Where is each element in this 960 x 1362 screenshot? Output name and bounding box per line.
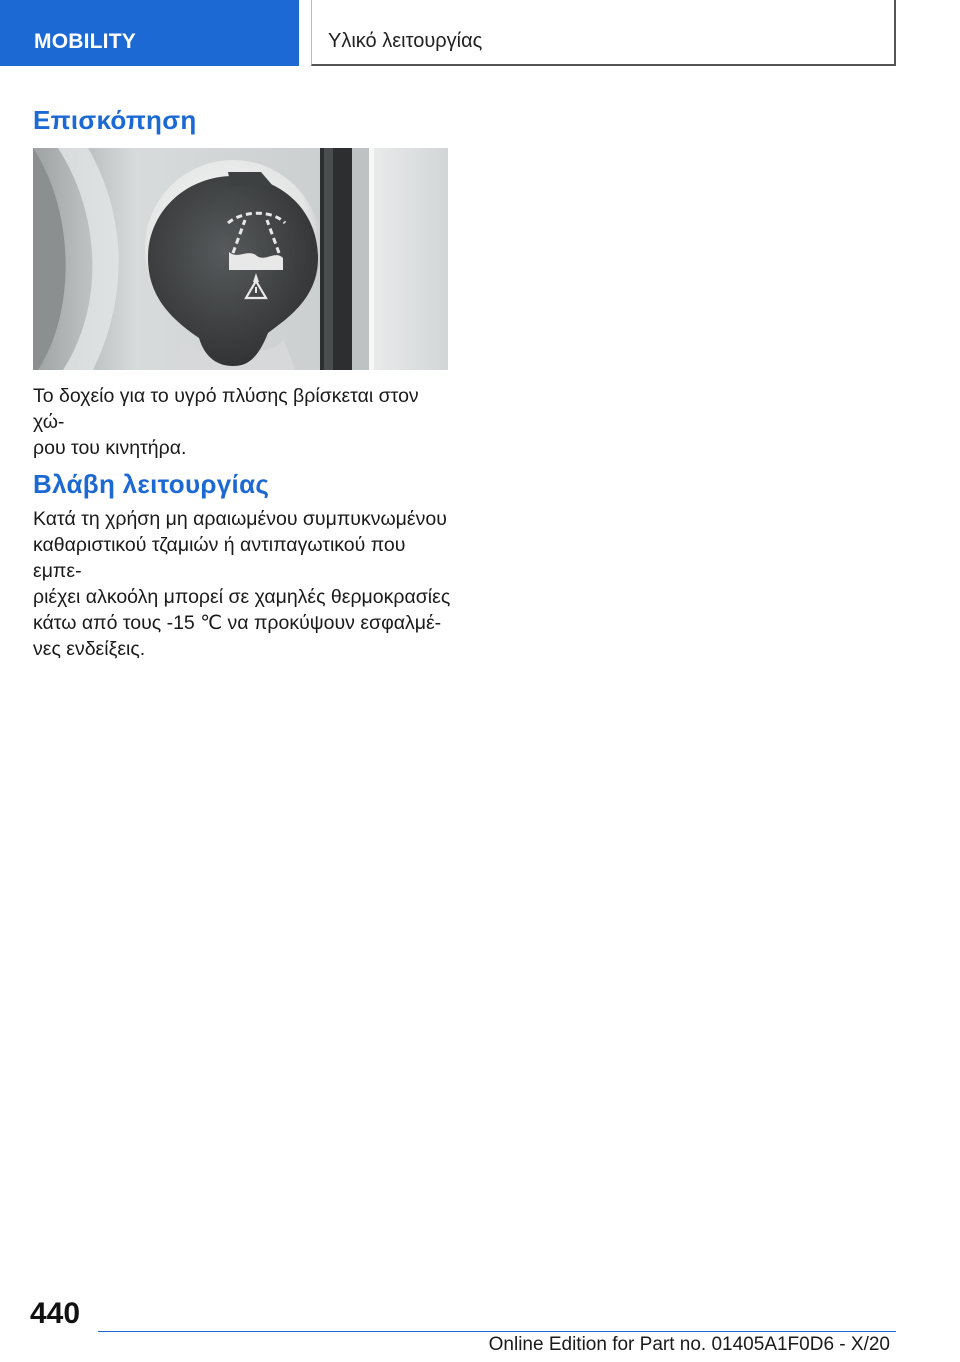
- malfunction-text: [33, 506, 453, 662]
- footer-edition: Online Edition for Part no. 01405A1F0D6 - X/20: [488, 1334, 890, 1355]
- overview-heading: Επισκόπηση: [33, 105, 197, 135]
- washer-reservoir-photo: [33, 148, 448, 370]
- overview-text: [33, 383, 453, 461]
- overview-paragraph: Το δοχείο για το υγρό πλύσης βρίσκεται στον χώ- ρου του κινητήρα.: [33, 385, 419, 459]
- section-label: MOBILITY: [34, 30, 136, 53]
- malfunction-heading: Βλάβη λειτουργίας: [33, 469, 270, 499]
- page-number: 440: [30, 1297, 81, 1330]
- footer-rule: [98, 1331, 896, 1332]
- section-tab: [0, 0, 299, 66]
- malfunction-paragraph: Κατά τη χρήση μη αραιωμένου συμπυκνωμένου καθαριστικού τζαμιών ή αντιπαγωτικού που εμπε- ριέχει αλκοόλη μπορεί σε χαμηλές θερμοκρασίες κάτω από τους -15 ℃ να προκύψουν εσφαλμέ- νες ενδείξεις.: [33, 508, 451, 660]
- chapter-title: Υλικό λειτουργίας: [328, 30, 483, 52]
- chapter-title-box: [311, 0, 896, 66]
